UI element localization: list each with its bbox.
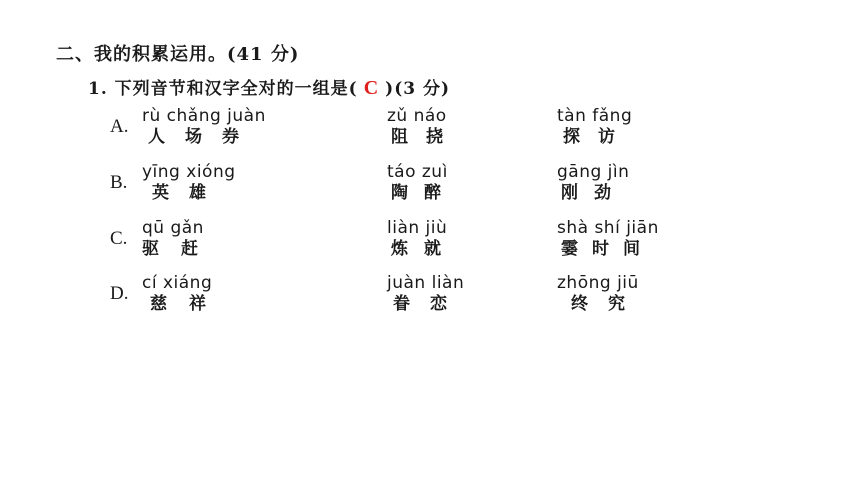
hanzi-character: 雄 xyxy=(189,183,206,203)
hanzi-character: 时 xyxy=(592,239,609,259)
hanzi-character: 眷 xyxy=(393,294,410,314)
option-word xyxy=(142,218,322,260)
option-word xyxy=(142,273,322,315)
hanzi-character: 刚 xyxy=(561,183,578,203)
hanzi-character: 炼 xyxy=(391,239,408,259)
hanzi-word xyxy=(557,238,737,260)
pinyin: cí xiáng xyxy=(142,273,213,293)
pinyin: juàn liàn xyxy=(387,273,465,293)
section-points: (41 分) xyxy=(227,44,300,65)
hanzi-character: 英 xyxy=(152,183,169,203)
option-letter: A. xyxy=(110,116,129,137)
pinyin: rù chǎng juàn xyxy=(142,106,266,126)
question-suffix: )(3 分) xyxy=(385,79,451,99)
option-word xyxy=(557,162,737,204)
hanzi-character: 阻 xyxy=(391,127,408,147)
hanzi-character: 劲 xyxy=(594,183,611,203)
option-word xyxy=(142,162,322,204)
option-word xyxy=(387,106,567,148)
option-word xyxy=(387,273,567,315)
option-word xyxy=(387,162,567,204)
pinyin: liàn jiù xyxy=(387,218,448,238)
hanzi-character: 终 xyxy=(571,294,588,314)
hanzi-word xyxy=(557,182,737,204)
pinyin: zǔ náo xyxy=(387,106,447,126)
hanzi-character: 驱 xyxy=(142,239,159,259)
hanzi-character: 场 xyxy=(185,127,202,147)
section-title: 二、我的积累运用。 xyxy=(56,44,227,65)
hanzi-character: 访 xyxy=(598,127,615,147)
hanzi-character: 陶 xyxy=(391,183,408,203)
hanzi-character: 就 xyxy=(424,239,441,259)
option-letter: B. xyxy=(110,172,128,193)
section-heading xyxy=(56,40,299,66)
hanzi-character: 挠 xyxy=(426,127,443,147)
hanzi-word xyxy=(387,293,567,315)
pinyin: táo zuì xyxy=(387,162,448,182)
pinyin: gāng jìn xyxy=(557,162,630,182)
hanzi-word xyxy=(387,238,567,260)
hanzi-character: 探 xyxy=(563,127,580,147)
hanzi-word xyxy=(142,182,322,204)
hanzi-character: 醉 xyxy=(424,183,441,203)
question-prefix: 1. 下列音节和汉字全对的一组是( xyxy=(88,79,358,99)
hanzi-character: 人 xyxy=(148,127,165,147)
pinyin: yīng xióng xyxy=(142,162,236,182)
pinyin: tàn fǎng xyxy=(557,106,633,126)
pinyin: qū gǎn xyxy=(142,218,204,238)
hanzi-character: 慈 xyxy=(150,294,167,314)
hanzi-character: 赶 xyxy=(181,239,198,259)
hanzi-character: 券 xyxy=(222,127,239,147)
hanzi-word xyxy=(557,126,737,148)
option-letter: D. xyxy=(110,283,129,304)
hanzi-character: 霎 xyxy=(561,239,578,259)
hanzi-character: 究 xyxy=(608,294,625,314)
hanzi-character: 祥 xyxy=(189,294,206,314)
hanzi-word xyxy=(387,126,567,148)
option-word xyxy=(557,218,737,260)
pinyin: zhōng jiū xyxy=(557,273,639,293)
option-word xyxy=(557,106,737,148)
answer-mark: C xyxy=(363,77,380,99)
hanzi-character: 恋 xyxy=(430,294,447,314)
question-stem xyxy=(88,74,450,100)
option-word xyxy=(142,106,322,148)
option-letter: C. xyxy=(110,228,128,249)
hanzi-word xyxy=(557,293,737,315)
option-word xyxy=(387,218,567,260)
hanzi-word xyxy=(142,293,322,315)
hanzi-character: 间 xyxy=(623,239,640,259)
pinyin: shà shí jiān xyxy=(557,218,659,238)
hanzi-word xyxy=(142,238,322,260)
option-word xyxy=(557,273,737,315)
hanzi-word xyxy=(142,126,322,148)
hanzi-word xyxy=(387,182,567,204)
